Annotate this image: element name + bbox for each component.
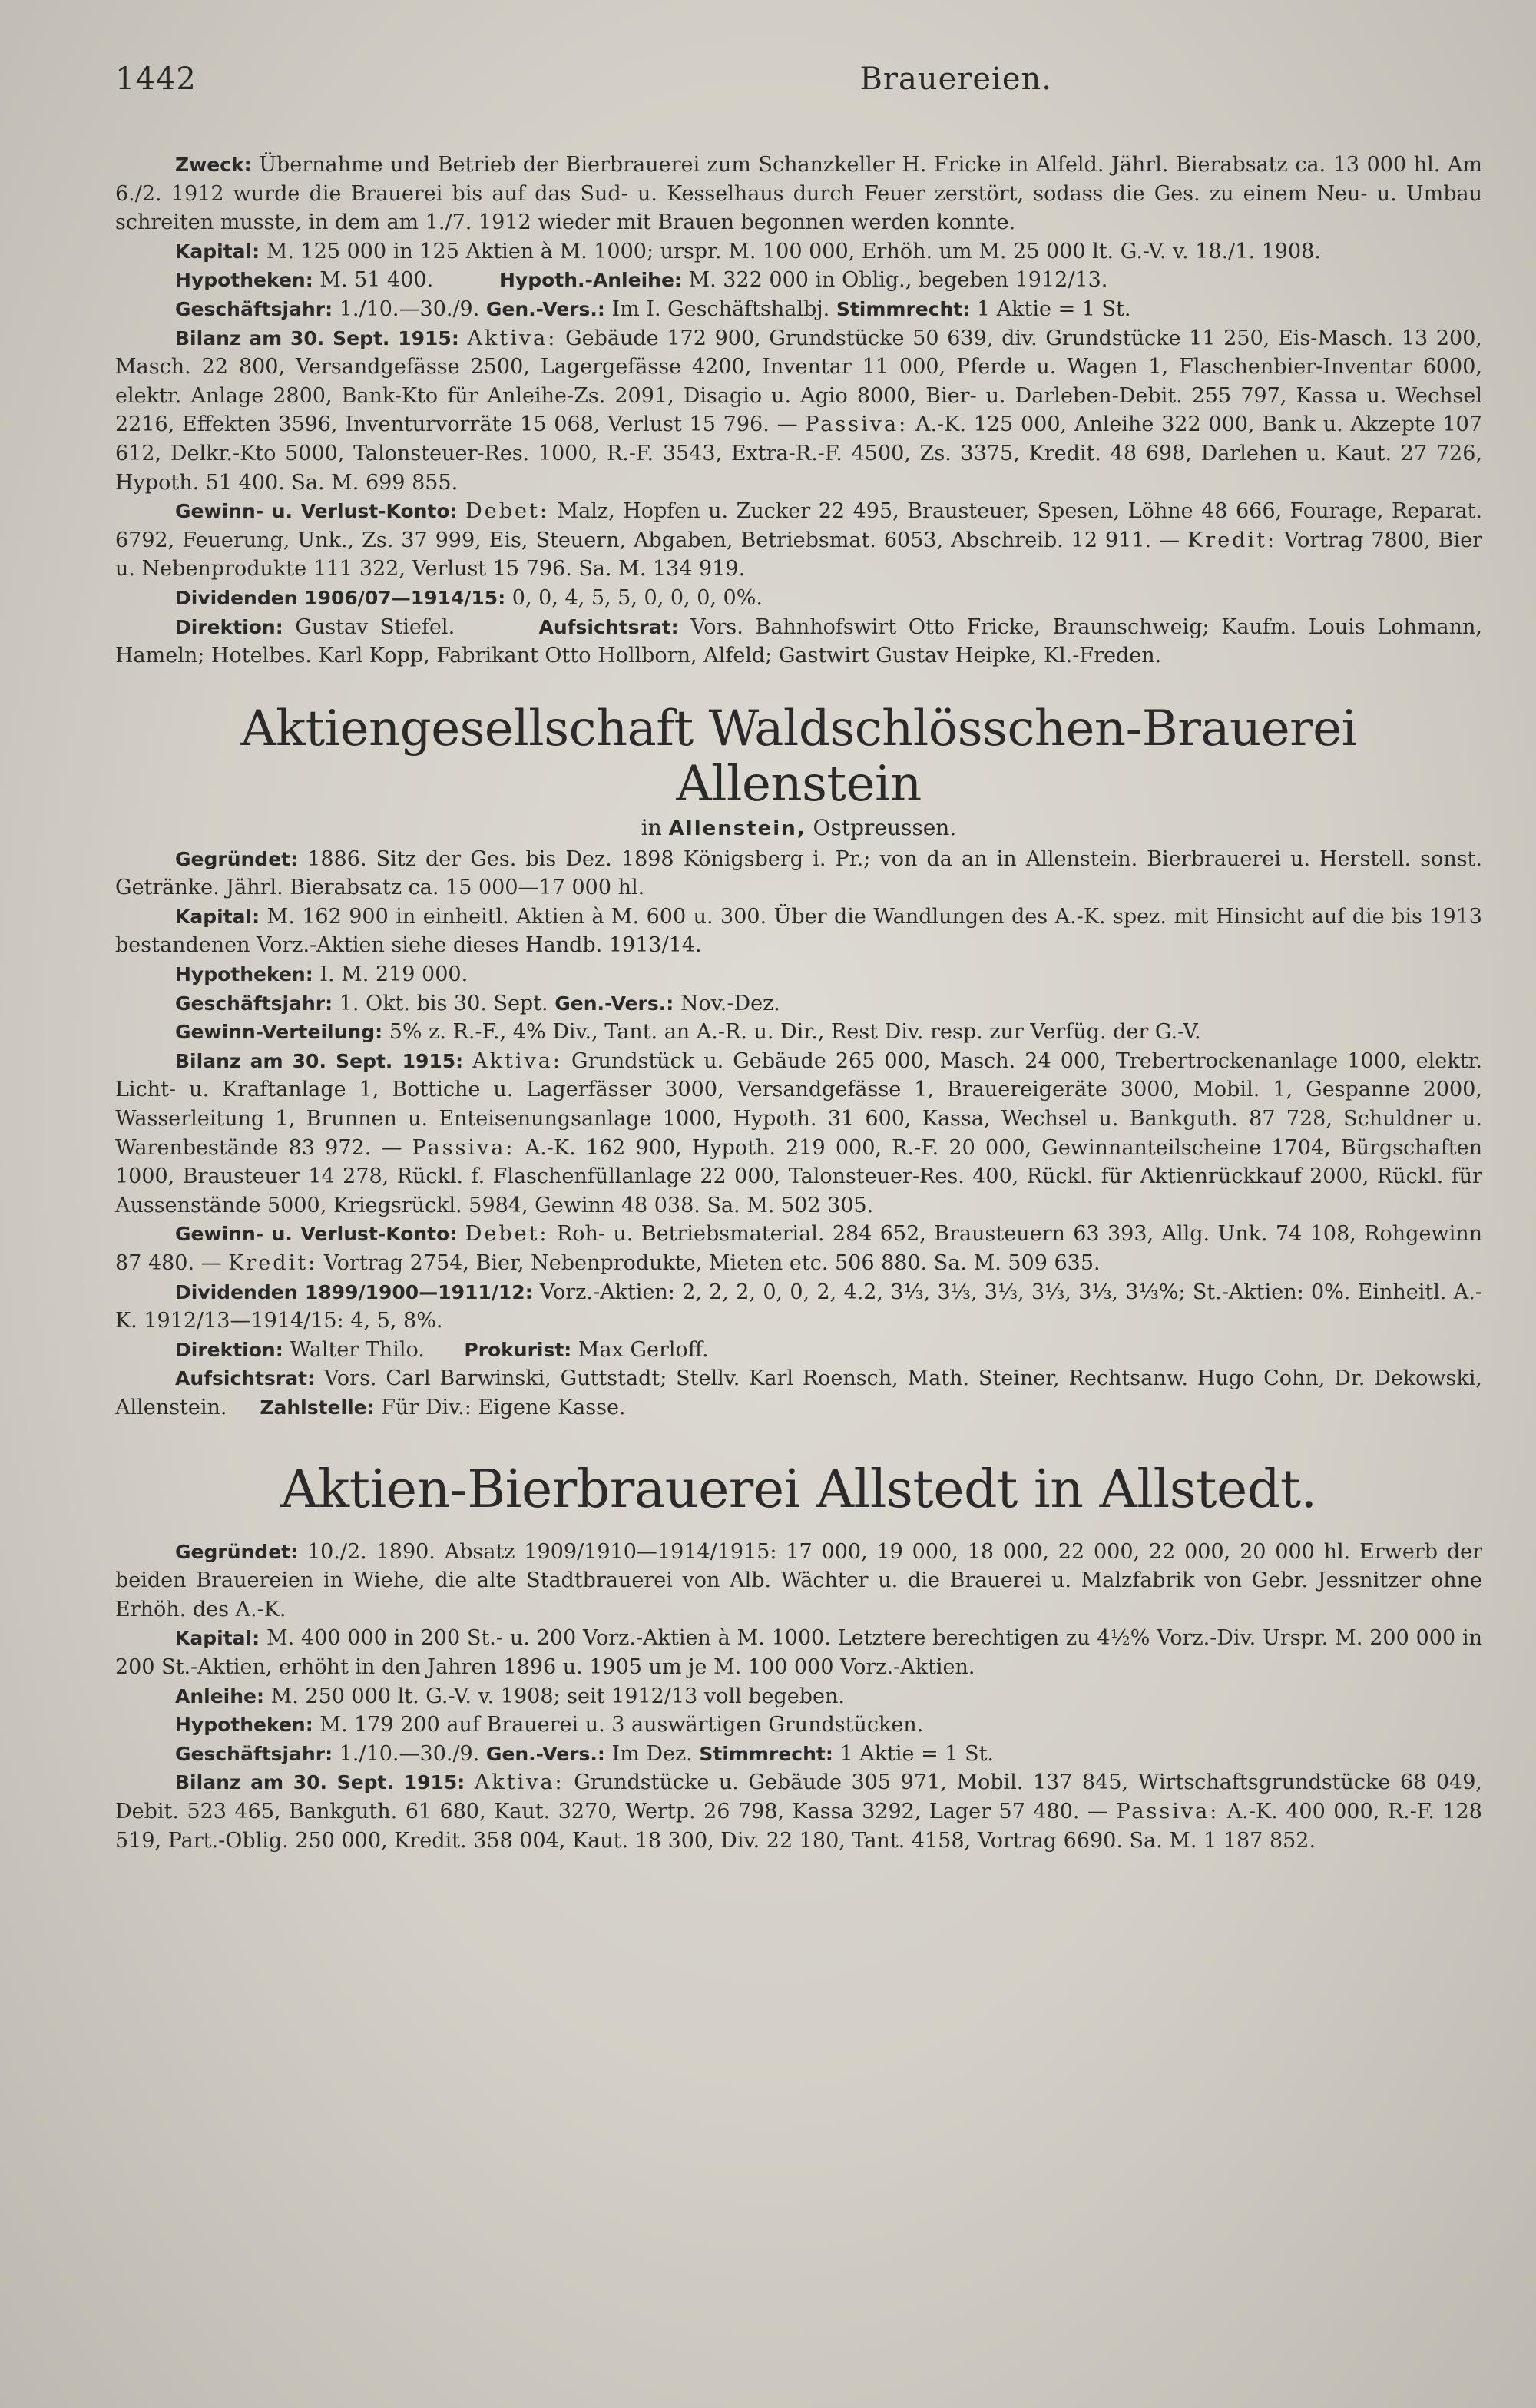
- gen-vers-label: Gen.-Vers.:: [485, 297, 605, 320]
- anleihe-text: M. 250 000 lt. G.-V. v. 1908; seit 1912/13 voll begeben.: [270, 1684, 845, 1708]
- kapital-label: Kapital:: [175, 240, 260, 263]
- geschaeftsjahr-text: 1. Okt. bis 30. Sept.: [339, 991, 548, 1015]
- kapital-text: M. 125 000 in 125 Aktien à M. 1000; urspr. M. 100 000, Erhöh. um M. 25 000 lt. G.-V. v. 18./1. 1908.: [266, 239, 1321, 263]
- location-city: Allenstein,: [668, 816, 806, 840]
- hypotheken-text: M. 51 400.: [319, 268, 434, 293]
- gen-vers-label: Gen.-Vers.:: [485, 1742, 605, 1765]
- gegruendet-paragraph: [115, 845, 1482, 903]
- guv-label: Gewinn- u. Verlust-Konto:: [175, 500, 458, 523]
- geschaeftsjahr-paragraph: [115, 295, 1482, 324]
- location-prefix: in: [641, 814, 662, 840]
- zweck-label: Zweck:: [175, 154, 252, 176]
- aktiva-word: Aktiva:: [467, 326, 558, 350]
- direktion-paragraph: [115, 613, 1482, 671]
- kapital-paragraph: [115, 903, 1482, 960]
- prokurist-label: Prokurist:: [464, 1338, 572, 1361]
- page-number: 1442: [115, 61, 197, 97]
- hypotheken-paragraph: [115, 1711, 1482, 1740]
- stimmrecht-label: Stimmrecht:: [699, 1742, 833, 1765]
- geschaeftsjahr-paragraph: [115, 1740, 1482, 1769]
- bilanz-passiva-text: A.-K. 162 900, Hypoth. 219 000, R.-F. 20 000, Gewinnanteilscheine 1704, Bürgschaften 1000, Brausteuer 14 278, Rückl. f. Flaschenfüllanlage 22 000, Talonsteuer-Res. 400, Rückl. für Aktienrückkauf 2000, Rückl. für Aussenstände 5000, Kriegsrückl. 5984, Gewinn 48 038. Sa. M. 502 305.: [115, 1135, 1482, 1217]
- stimmrecht-label: Stimmrecht:: [836, 297, 971, 320]
- passiva-word: Passiva:: [805, 412, 909, 437]
- entry-allstedt: [115, 1459, 1482, 1856]
- zweck-text: Übernahme und Betrieb der Bierbrauerei zum Schanzkeller H. Fricke in Alfeld. Jährl. Bierabsatz ca. 13 000 hl. Am 6./2. 1912 wurde die Brauerei bis auf das Sud- u. Kesselhaus durch Feuer zerstört, sodass die Ges. zu einem Neu- u. Umbau schreiten musste, in dem am 1./7. 1912 wieder mit Brauen begonnen werden konnte.: [115, 153, 1482, 235]
- anleihe-label: Anleihe:: [175, 1684, 264, 1707]
- aufsichtsrat-label: Aufsichtsrat:: [538, 615, 679, 638]
- hypotheken-text: I. M. 219 000.: [319, 962, 468, 987]
- hypotheken-text: M. 179 200 auf Brauerei u. 3 auswärtigen Grundstücken.: [319, 1713, 924, 1737]
- direktion-label: Direktion:: [175, 615, 283, 638]
- bilanz-label: Bilanz am 30. Sept. 1915:: [175, 1049, 464, 1072]
- bilanz-aktiva-text: Grundstück u. Gebäude 265 000, Masch. 24 000, Trebertrockenanlage 1000, elektr. Licht- u. Kraftanlage 1, Bottiche u. Lagerfässer 3000, Versandgefässe 1, Brauereigeräte 3000, Mobil. 1, Gespanne 2000, Wasserleitung 1, Brunnen u. Enteisenungsanlage 1000, Hypoth. 31 600, Kassa, Wechsel u. Bankguth. 87 728, Schuldner u. Warenbestände 83 972. —: [115, 1048, 1482, 1160]
- bilanz-label: Bilanz am 30. Sept. 1915:: [175, 326, 459, 349]
- gen-vers-label: Gen.-Vers.:: [554, 992, 674, 1015]
- bilanz-aktiva-text: Grundstücke u. Gebäude 305 971, Mobil. 137 845, Wirtschaftsgrundstücke 68 049, Debit. 523 465, Bankguth. 61 680, Kaut. 3270, Wertp. 26 798, Kassa 3292, Lager 57 480. —: [115, 1770, 1482, 1823]
- kapital-paragraph: [115, 237, 1482, 267]
- passiva-word: Passiva:: [412, 1135, 515, 1160]
- guv-kredit-text: Vortrag 7800, Bier u. Nebenprodukte 111 322, Verlust 15 796. Sa. M. 134 919.: [115, 528, 1482, 581]
- geschaeftsjahr-label: Geschäftsjahr:: [175, 992, 333, 1015]
- gegruendet-text: 10./2. 1890. Absatz 1909/1910—1914/1915: 17 000, 19 000, 18 000, 22 000, 22 000, 20 000 hl. Erwerb der beiden Brauereien in Wiehe, die alte Stadtbrauerei von Alb. Wächter u. die Brauerei u. Malzfabrik von Gebr. Jessnitzer ohne Erhöh. des A.-K.: [115, 1539, 1482, 1621]
- kapital-paragraph: [115, 1624, 1482, 1681]
- page-header: [115, 61, 1375, 97]
- zahlstelle-label: Zahlstelle:: [260, 1396, 375, 1419]
- bilanz-passiva-text: A.-K. 400 000, R.-F. 128 519, Part.-Oblig. 250 000, Kredit. 358 004, Kaut. 18 300, Div. 22 180, Tant. 4158, Vortrag 6690. Sa. M. 1 187 852.: [115, 1799, 1482, 1853]
- stimmrecht-text: 1 Aktie = 1 St.: [976, 296, 1131, 321]
- guv-debet-text: Roh- u. Betriebsmaterial. 284 652, Brausteuern 63 393, Allg. Unk. 74 108, Rohgewinn 87 480. —: [115, 1222, 1482, 1275]
- company-title: Aktien-Bierbrauerei Allstedt in Allstedt.: [280, 1459, 1317, 1520]
- gegruendet-text: 1886. Sitz der Ges. bis Dez. 1898 Königsberg i. Pr.; von da an in Allenstein. Bierbrauerei u. Herstell. sonst. Getränke. Jährl. Bierabsatz ca. 15 000—17 000 hl.: [115, 846, 1482, 900]
- gen-vers-text: Im I. Geschäftshalbj.: [611, 296, 830, 321]
- dividenden-paragraph: [115, 1278, 1482, 1336]
- anleihe-paragraph: [115, 1682, 1482, 1711]
- kapital-text: M. 400 000 in 200 St.- u. 200 Vorz.-Aktien à M. 1000. Letztere berechtigen zu 4½% Vorz.-Div. Urspr. M. 200 000 in 200 St.-Aktien, erhöht in den Jahren 1896 u. 1905 um je M. 100 000 Vorz.-Aktien.: [115, 1626, 1482, 1679]
- location-region: Ostpreussen.: [813, 814, 957, 840]
- prokurist-text: Max Gerloff.: [578, 1337, 709, 1362]
- geschaeftsjahr-label: Geschäftsjahr:: [175, 297, 333, 320]
- aufsichtsrat-paragraph: [115, 1364, 1482, 1422]
- zweck-paragraph: [115, 151, 1482, 237]
- zahlstelle-text: Für Div.: Eigene Kasse.: [381, 1395, 626, 1419]
- passiva-word: Passiva:: [1116, 1799, 1220, 1823]
- company-location: [115, 815, 1482, 840]
- entry-schanzkeller-alfeld: [115, 151, 1482, 671]
- bilanz-paragraph: [115, 1047, 1482, 1221]
- debet-word: Debet:: [465, 1222, 549, 1247]
- dividenden-label: Dividenden 1899/1900—1911/12:: [175, 1280, 533, 1303]
- geschaeftsjahr-text: 1./10.—30./9.: [339, 296, 480, 321]
- kapital-label: Kapital:: [175, 1627, 260, 1650]
- dividenden-text: Vorz.-Aktien: 2, 2, 2, 0, 0, 2, 4.2, 3⅓, 3⅓, 3⅓, 3⅓, 3⅓, 3⅓%; St.-Aktien: 0%. Einheitl. A.-K. 1912/13—1914/15: 4, 5, 8%.: [115, 1280, 1482, 1333]
- hypoth-anleihe-label: Hypoth.-Anleihe:: [499, 269, 682, 292]
- running-title: Brauereien.: [859, 61, 1052, 97]
- kredit-word: Kredit:: [228, 1251, 318, 1275]
- geschaeftsjahr-text: 1./10.—30./9.: [339, 1741, 480, 1766]
- hypotheken-label: Hypotheken:: [175, 269, 313, 292]
- gegruendet-paragraph: [115, 1538, 1482, 1625]
- geschaeftsjahr-paragraph: [115, 989, 1482, 1019]
- guv-kredit-text: Vortrag 2754, Bier, Nebenprodukte, Mieten etc. 506 880. Sa. M. 509 635.: [323, 1251, 1101, 1275]
- gegruendet-label: Gegründet:: [175, 847, 299, 870]
- aufsichtsrat-label: Aufsichtsrat:: [175, 1367, 316, 1390]
- bilanz-label: Bilanz am 30. Sept. 1915:: [175, 1771, 465, 1794]
- gen-vers-text: Im Dez.: [611, 1741, 693, 1766]
- gewinn-verteilung-paragraph: [115, 1018, 1482, 1047]
- aufsichtsrat-text: Vors. Bahnhofswirt Otto Fricke, Braunschweig; Kaufm. Louis Lohmann, Hameln; Hotelbes. Karl Kopp, Fabrikant Otto Hollborn, Alfeld; Gastwirt Gustav Heipke, Kl.-Freden.: [115, 614, 1482, 668]
- gewinn-verteilung-text: 5% z. R.-F., 4% Div., Tant. an A.-R. u. Dir., Rest Div. resp. zur Verfüg. der G.-V.: [389, 1020, 1201, 1045]
- entry-waldschloesschen-allenstein: [115, 701, 1482, 1423]
- guv-paragraph: [115, 1220, 1482, 1277]
- hypotheken-label: Hypotheken:: [175, 1714, 313, 1737]
- hypoth-anleihe-text: M. 322 000 in Oblig., begeben 1912/13.: [688, 268, 1108, 293]
- kapital-label: Kapital:: [175, 905, 260, 928]
- bilanz-paragraph: [115, 1768, 1482, 1855]
- kapital-text: M. 162 900 in einheitl. Aktien à M. 600 u. 300. Über die Wandlungen des A.-K. spez. mit Hinsicht auf die bis 1913 bestandenen Vorz.-Aktien siehe dieses Handb. 1913/14.: [115, 904, 1482, 958]
- geschaeftsjahr-label: Geschäftsjahr:: [175, 1742, 333, 1765]
- company-title: Aktiengesellschaft Waldschlösschen-Brauerei Allenstein: [240, 700, 1357, 813]
- direktion-text: Walter Thilo.: [290, 1337, 425, 1362]
- bilanz-paragraph: [115, 324, 1482, 498]
- bilanz-passiva-text: A.-K. 125 000, Anleihe 322 000, Bank u. Akzepte 107 612, Delkr.-Kto 5000, Talonsteuer-Res. 1000, R.-F. 3543, Extra-R.-F. 4500, Zs. 3375, Kredit. 48 698, Darlehen u. Kaut. 27 726, Hypoth. 51 400. Sa. M. 699 855.: [115, 412, 1482, 495]
- dividenden-paragraph: [115, 584, 1482, 613]
- debet-word: Debet:: [465, 499, 549, 524]
- gegruendet-label: Gegründet:: [175, 1540, 299, 1563]
- gewinn-verteilung-label: Gewinn-Verteilung:: [175, 1021, 383, 1044]
- aktiva-word: Aktiva:: [474, 1770, 564, 1795]
- gen-vers-text: Nov.-Dez.: [680, 991, 780, 1015]
- direktion-label: Direktion:: [175, 1338, 283, 1361]
- aufsichtsrat-text: Vors. Carl Barwinski, Guttstadt; Stellv. Karl Roensch, Math. Steiner, Rechtsanw. Hugo Cohn, Dr. Dekowski, Allenstein.: [115, 1366, 1482, 1419]
- hypotheken-paragraph: [115, 266, 1482, 295]
- direktion-paragraph: [115, 1336, 1482, 1365]
- guv-paragraph: [115, 497, 1482, 584]
- dividenden-text: 0, 0, 4, 5, 5, 0, 0, 0, 0%.: [511, 585, 763, 610]
- aktiva-word: Aktiva:: [472, 1048, 562, 1073]
- direktion-text: Gustav Stiefel.: [295, 614, 455, 639]
- bilanz-aktiva-text: Gebäude 172 900, Grundstücke 50 639, div. Grundstücke 11 250, Eis-Masch. 13 200, Masch. 22 800, Versandgefässe 2500, Lagergefässe 4200, Inventar 11 000, Pferde u. Wagen 1, Flaschenbier-Inventar 6000, elektr. Anlage 2800, Bank-Kto für Anleihe-Zs. 2091, Disagio u. Agio 8000, Bier- u. Darleben-Debit. 255 797, Kassa u. Wechsel 2216, Effekten 3596, Inventurvorräte 15 068, Verlust 15 796. —: [115, 326, 1482, 437]
- guv-label: Gewinn- u. Verlust-Konto:: [175, 1223, 458, 1246]
- dividenden-label: Dividenden 1906/07—1914/15:: [175, 586, 506, 609]
- guv-debet-text: Malz, Hopfen u. Zucker 22 495, Brausteuer, Spesen, Löhne 48 666, Fourage, Reparat. 6792, Feuerung, Unk., Zs. 37 999, Eis, Steuern, Abgaben, Betriebsmat. 6053, Abschreib. 12 911. —: [115, 499, 1483, 552]
- stimmrecht-text: 1 Aktie = 1 St.: [839, 1741, 994, 1766]
- hypotheken-label: Hypotheken:: [175, 963, 313, 986]
- kredit-word: Kredit:: [1187, 528, 1277, 552]
- hypotheken-paragraph: [115, 960, 1482, 989]
